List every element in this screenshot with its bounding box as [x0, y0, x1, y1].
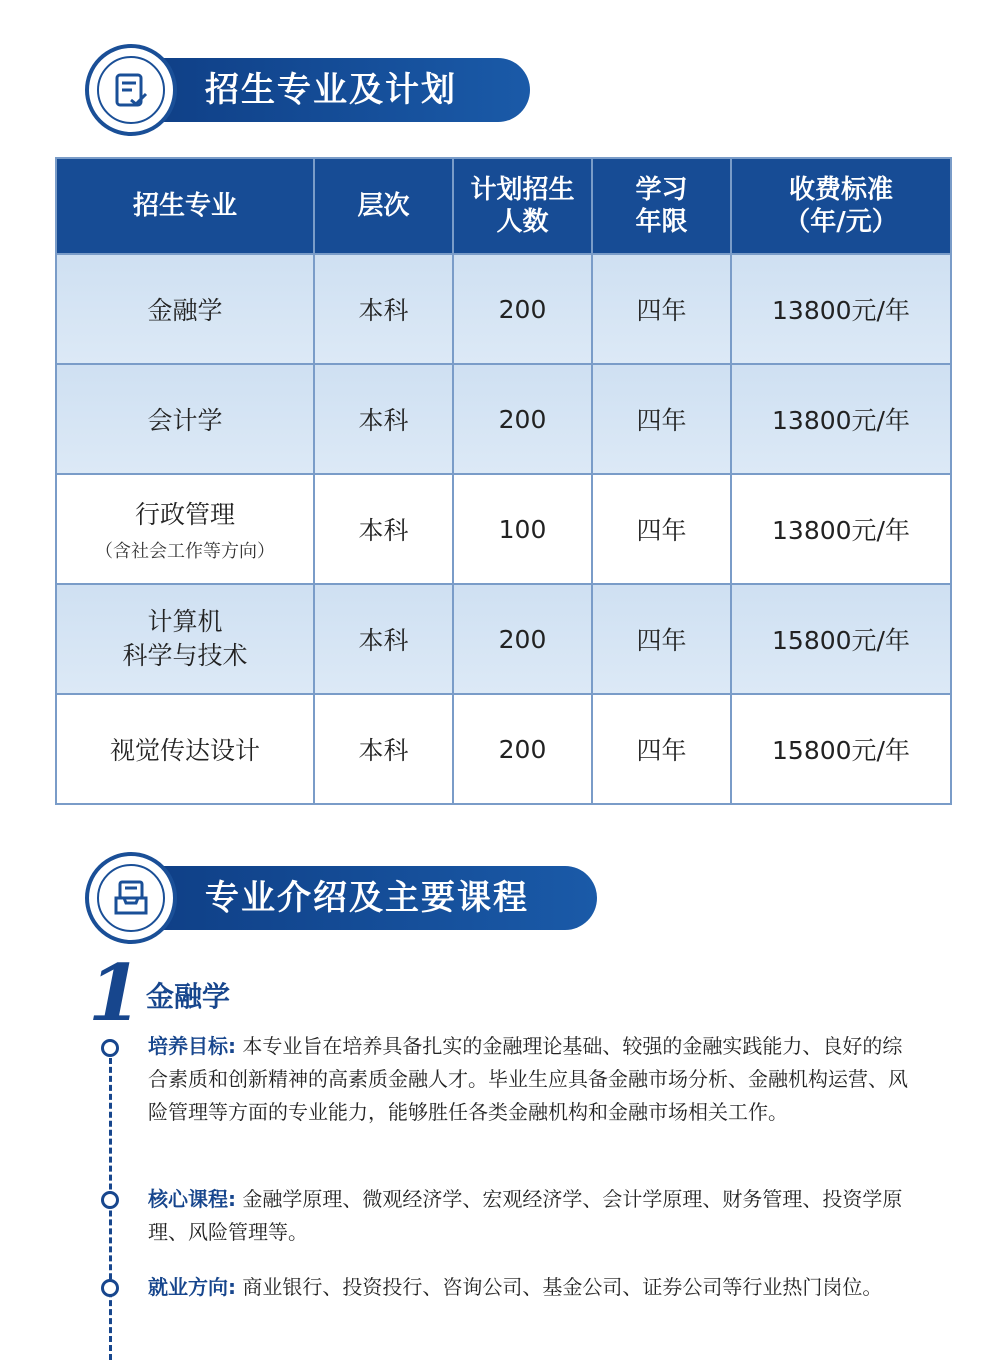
cell-quota: 200: [453, 254, 592, 364]
inbox-tray-icon: [111, 878, 151, 918]
cell-level: 本科: [314, 474, 453, 584]
cell-fee: 13800元/年: [731, 474, 951, 584]
cell-quota: 200: [453, 584, 592, 694]
cell-major: 计算机 科学与技术: [56, 584, 314, 694]
document-check-icon: [111, 70, 151, 110]
table-row: [56, 584, 951, 694]
major-number: 1: [88, 948, 143, 1039]
cell-years: 四年: [592, 694, 731, 804]
timeline-dot: [101, 1039, 119, 1057]
cell-quota: 100: [453, 474, 592, 584]
header-fee: 收费标准 （年/元）: [731, 158, 951, 254]
cell-fee: 13800元/年: [731, 254, 951, 364]
cell-level: 本科: [314, 254, 453, 364]
cell-years: 四年: [592, 474, 731, 584]
cell-level: 本科: [314, 364, 453, 474]
cell-years: 四年: [592, 254, 731, 364]
section-icon-badge: [85, 852, 177, 944]
header-years: 学习 年限: [592, 158, 731, 254]
intro-item-label: 核心课程:: [148, 1187, 236, 1211]
table-row: [56, 694, 951, 804]
cell-years: 四年: [592, 584, 731, 694]
intro-item-label: 培养目标:: [148, 1034, 236, 1058]
cell-major: 金融学: [56, 254, 314, 364]
intro-item-careers: [148, 1271, 918, 1304]
cell-major-note: （含社会工作等方向）: [95, 541, 275, 562]
cell-fee: 15800元/年: [731, 694, 951, 804]
enrollment-table: [55, 157, 952, 805]
table-row: [56, 254, 951, 364]
cell-level: 本科: [314, 584, 453, 694]
intro-item-courses: [148, 1183, 918, 1249]
cell-major: 行政管理 （含社会工作等方向）: [56, 474, 314, 584]
header-level: 层次: [314, 158, 453, 254]
cell-fee: 15800元/年: [731, 584, 951, 694]
cell-fee: 13800元/年: [731, 364, 951, 474]
section-header-enrollment: [85, 58, 530, 122]
timeline-dot: [101, 1191, 119, 1209]
table-row: [56, 474, 951, 584]
table-row: [56, 364, 951, 474]
cell-quota: 200: [453, 364, 592, 474]
section-icon-badge: [85, 44, 177, 136]
intro-item-text: 金融学原理、微观经济学、宏观经济学、会计学原理、财务管理、投资学原理、风险管理等。: [148, 1187, 903, 1244]
cell-quota: 200: [453, 694, 592, 804]
intro-item-text: 本专业旨在培养具备扎实的金融理论基础、较强的金融实践能力、良好的综合素质和创新精神的高素质金融人才。毕业生应具备金融市场分析、金融机构运营、风险管理等方面的专业能力，能够胜任各类金融机构和金融市场相关工作。: [148, 1034, 908, 1124]
section-header-intro: [85, 866, 600, 930]
header-major: 招生专业: [56, 158, 314, 254]
cell-years: 四年: [592, 364, 731, 474]
section-title: 招生专业及计划: [205, 70, 457, 110]
intro-item-text: 商业银行、投资投行、咨询公司、基金公司、证券公司等行业热门岗位。: [242, 1275, 883, 1299]
table-header-row: [56, 158, 951, 254]
major-name: 金融学: [146, 980, 231, 1013]
header-quota: 计划招生 人数: [453, 158, 592, 254]
timeline-dot: [101, 1279, 119, 1297]
cell-level: 本科: [314, 694, 453, 804]
cell-major: 会计学: [56, 364, 314, 474]
section-title: 专业介绍及主要课程: [205, 878, 529, 918]
intro-item-label: 就业方向:: [148, 1275, 236, 1299]
intro-item-goal: [148, 1030, 918, 1129]
cell-major: 视觉传达设计: [56, 694, 314, 804]
